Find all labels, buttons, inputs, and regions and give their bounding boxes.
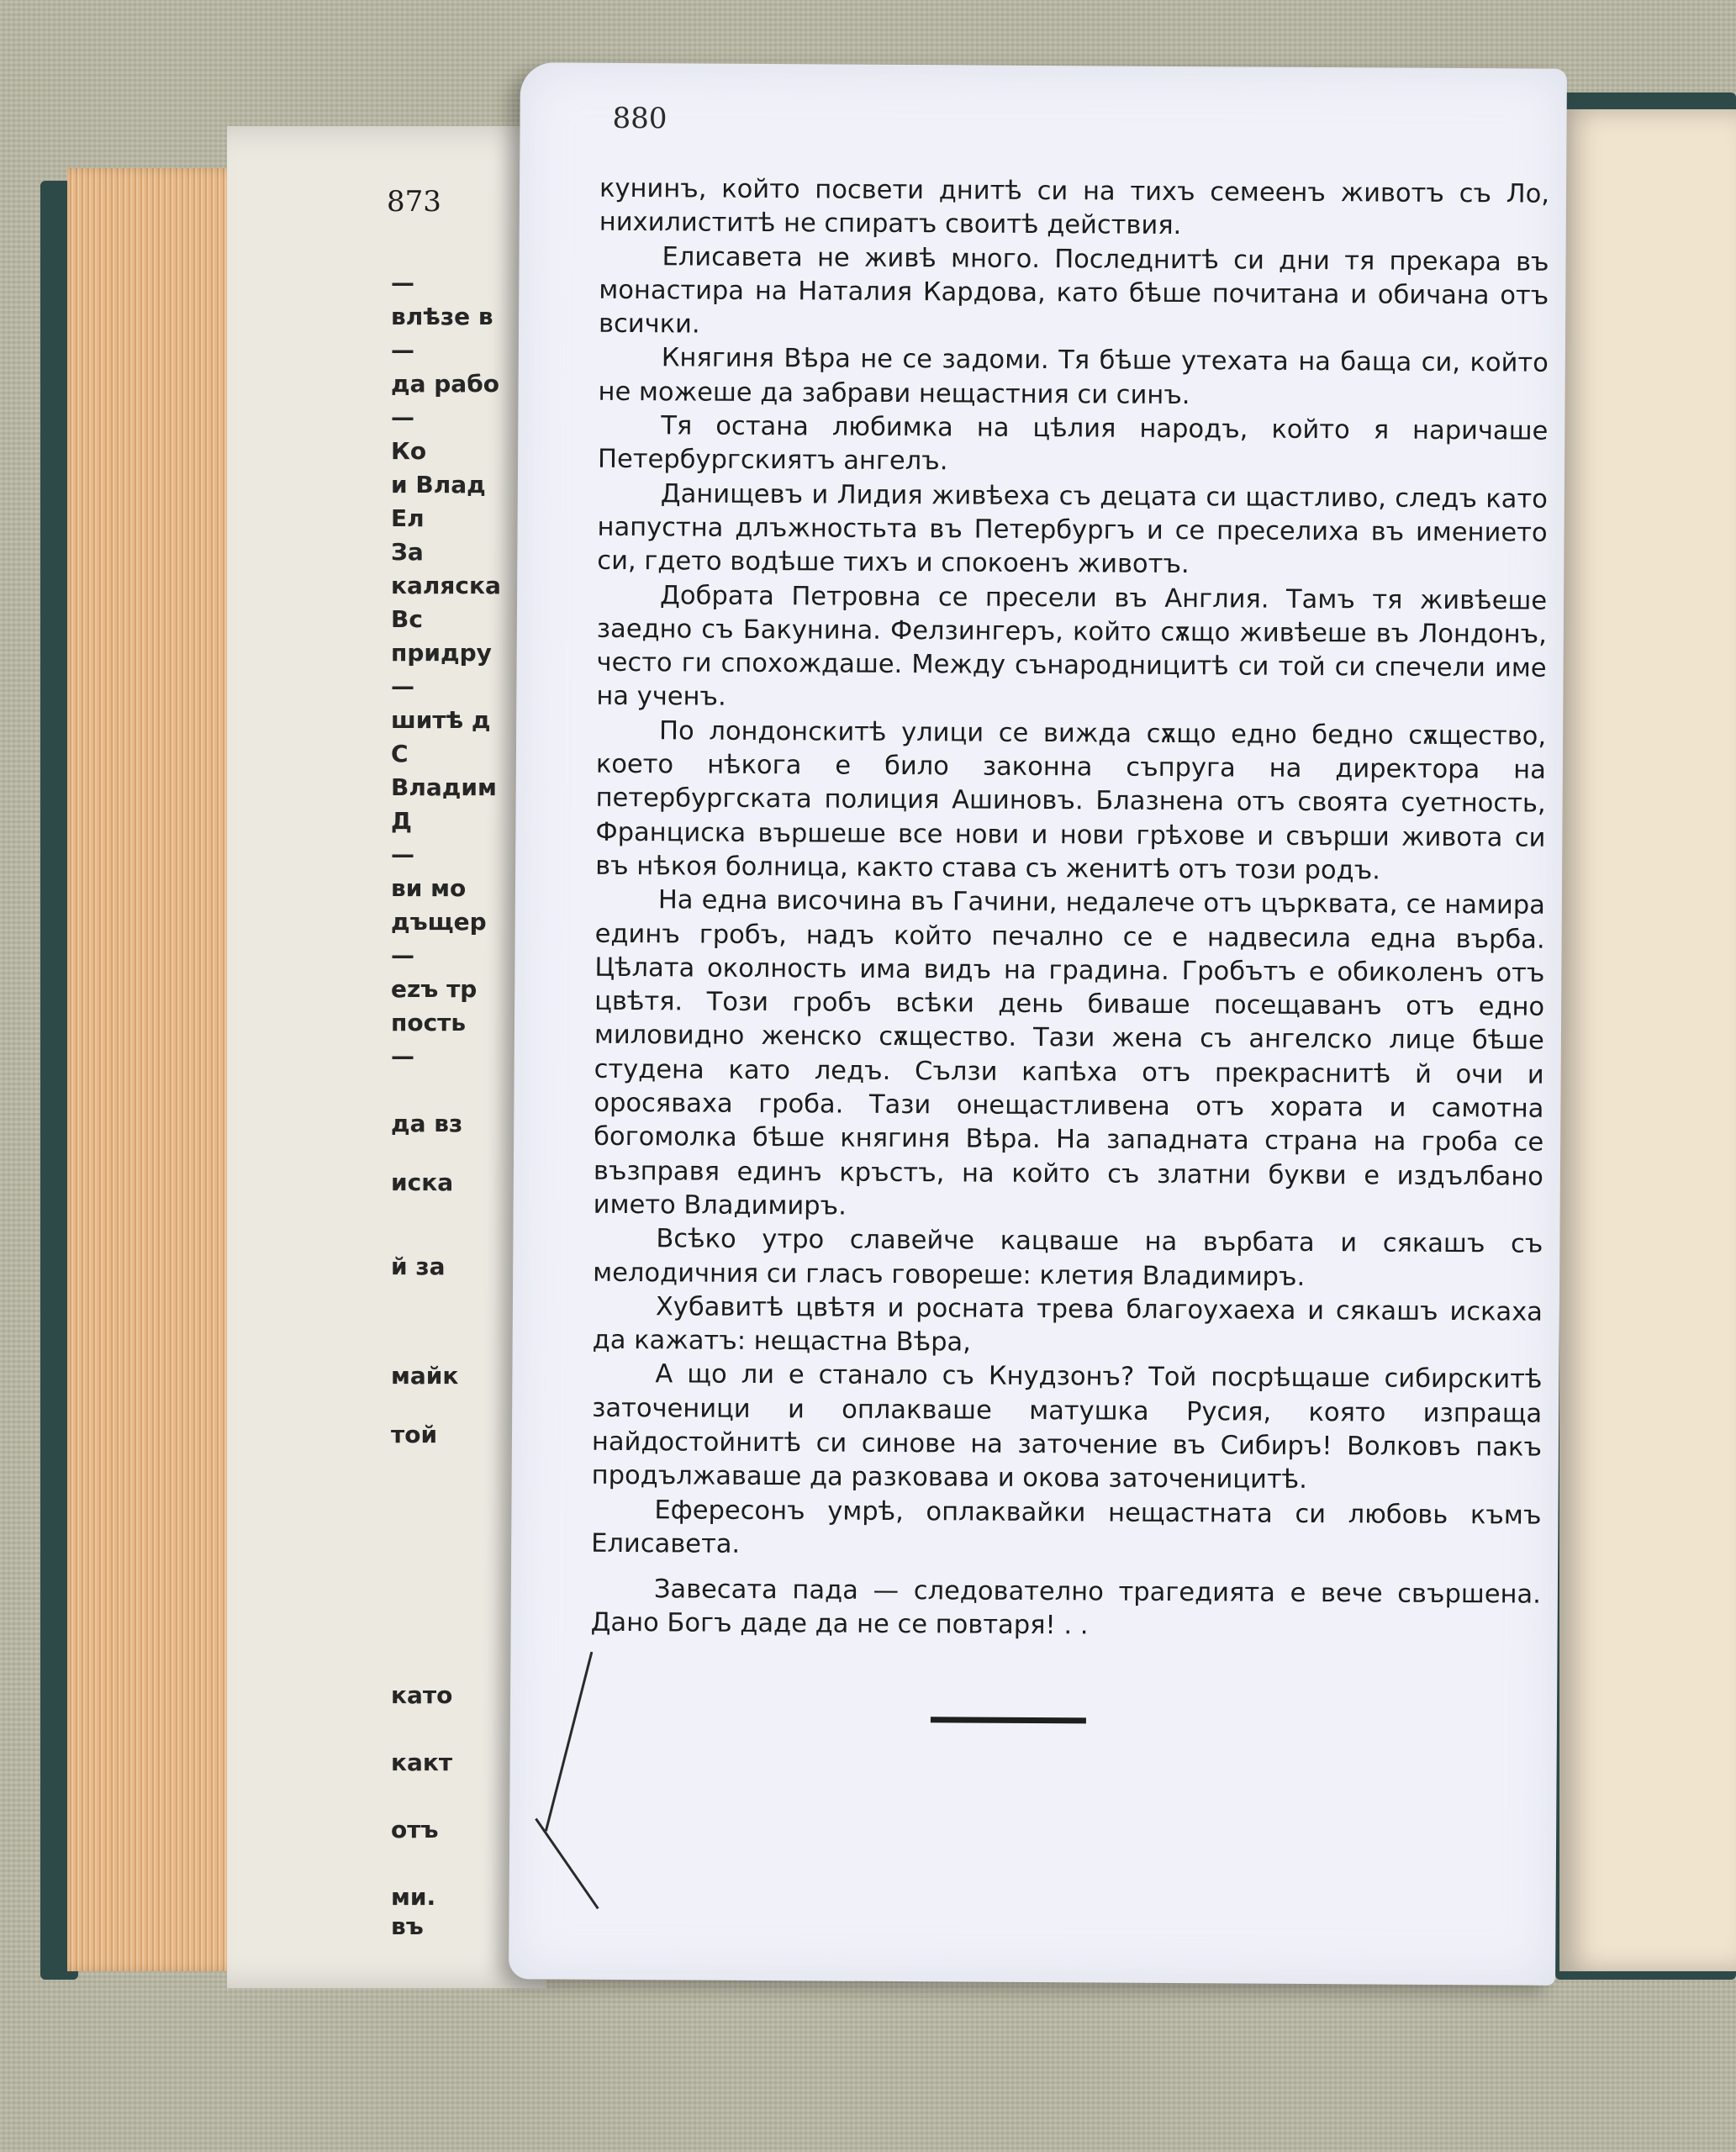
left-page-fragment: шитѣ д	[391, 706, 491, 734]
left-page-fragment: отъ	[391, 1816, 439, 1843]
left-page-fragment: Д	[391, 807, 412, 835]
right-book-page	[1559, 109, 1736, 1971]
left-page-fragment: какт	[391, 1748, 453, 1776]
ink-stroke	[535, 1818, 599, 1910]
page-edges	[67, 168, 244, 1971]
closing-paragraph: Завесата пада — следователно трагедията е вече свършена. Дано Богъ даде да не се повтаря! . .	[590, 1574, 1541, 1641]
end-rule	[931, 1717, 1086, 1723]
left-page-fragment: да вз	[391, 1110, 463, 1137]
page-number: 880	[612, 101, 667, 136]
left-page-fragment: —	[391, 672, 414, 700]
paragraph: Всѣко утро славейче кацваше на върбата и сякашъ съ мелодичния си гласъ говореше: клетия Владимиръ.	[593, 1224, 1543, 1292]
left-page-fragment: влѣзе в	[391, 303, 493, 330]
ink-stroke	[545, 1652, 593, 1832]
left-page-fragment: —	[391, 269, 414, 297]
paragraph: Хубавитѣ цвѣтя и росната трева благоухаеха и сякашъ искаха да кажатъ: нещастна Вѣра,	[592, 1292, 1543, 1358]
left-page-fragment: пость	[391, 1009, 467, 1036]
left-page-number: 873	[387, 185, 441, 219]
left-page-fragment: Ко	[391, 437, 427, 465]
left-page-fragment: й за	[391, 1253, 446, 1280]
left-page-fragment: каляска	[391, 572, 501, 599]
left-page-fragment: Ел	[391, 504, 425, 532]
left-page-fragment: Владим	[391, 773, 497, 801]
left-page-fragment: да рабо	[391, 370, 499, 398]
left-page-fragment: придру	[391, 639, 492, 667]
paragraph: На една височина въ Гачини, недалече отъ църквата, се намира единъ гробъ, надъ който печално се е надвесила една върба. Цѣлата околность има видъ на градина. Гробътъ е обиколенъ отъ цвѣтя. Този гробъ всѣки день биваше посещаванъ отъ едно миловидно женско сѫщество. Тази жена съ ангелско лице бѣше студена като ледъ. Сълзи капѣха отъ прекраснитѣ й очи и оросяваха гроба. Тази онещастливена отъ хората и самотна богомолка бѣше княгиня Вѣра. На западната страна на гроба се възправя единъ кръстъ, на който съ златни букви е издълбано името Владимиръ.	[593, 885, 1545, 1221]
left-page-fragment: дъщер	[391, 908, 487, 936]
left-page-fragment: —	[391, 336, 414, 364]
paragraph: Елисавета не живѣ много. Последнитѣ си дни тя прекара въ монастира на Наталия Кардова, като бѣше почитана и обичана отъ всички.	[598, 241, 1549, 340]
left-page-fragment: майк	[391, 1362, 459, 1390]
paragraph: Ефересонъ умрѣ, оплаквайки нещастната си любовь къмъ Елисавета.	[591, 1495, 1542, 1559]
paragraph: Княгиня Вѣра не се задоми. Тя бѣше утехата на баща си, който не можеше да забрави нещастния си синъ.	[598, 343, 1549, 410]
left-page-fragment: За	[391, 538, 424, 566]
left-page-fragment: С	[391, 740, 409, 767]
left-page-fragment: —	[391, 841, 414, 868]
paragraph: кунинъ, който посвети днитѣ си на тихъ семеенъ животъ съ Ло, нихилиститѣ не спиратъ своитѣ действия.	[599, 173, 1550, 241]
left-book-page	[227, 126, 546, 1988]
left-page-fragment: и Влад	[391, 471, 486, 498]
left-page-fragment: ми.	[391, 1883, 436, 1911]
left-page-fragment: Вс	[391, 605, 423, 633]
page-body-text	[591, 172, 1550, 1647]
paragraph: Тя остана любимка на цѣлия народъ, който я наричаше Петербургскиятъ ангелъ.	[597, 411, 1549, 477]
left-page-fragment: ezъ тр	[391, 975, 478, 1003]
left-page-fragment: —	[391, 1042, 414, 1070]
paragraph: Данищевъ и Лидия живѣеха съ децата си щастливо, следъ като напустна длъжностьта въ Петербургъ и се преселиха въ имението си, гдето водѣше тихъ и спокоенъ животъ.	[597, 478, 1548, 580]
paragraph: А що ли е станало съ Кнудзонъ? Той посрѣщаше сибирскитѣ заточеници и оплакваше матушка Русия, която изпраща найдостойнитѣ си синове на заточение въ Сибиръ! Волковъ пакъ продължаваше да разковава и окова заточеницитѣ.	[591, 1359, 1543, 1495]
left-page-fragment: въ	[391, 1912, 424, 1940]
left-page-fragment: той	[391, 1421, 438, 1448]
left-page-fragment: —	[391, 404, 414, 431]
left-page-fragment: като	[391, 1681, 453, 1709]
paragraph: По лондонскитѣ улици се вижда сѫщо едно бедно сѫщество, което нѣкога е било законна съпруга на директора на петербургската полиция Ашиновъ. Блазнена отъ своята суетность, Франциска вършеше все нови и нови грѣхове и свърши живота си въ нѣкоя болница, както става съ женитѣ отъ този родъ.	[595, 715, 1547, 886]
left-page-fragment: иска	[391, 1168, 454, 1196]
inserted-page-880	[509, 62, 1567, 1986]
paragraph: Добрата Петровна се пресели въ Англия. Тамъ тя живѣеше заедно съ Бакунина. Фелзингеръ, който сѫщо живѣеше въ Лондонъ, често ги спохождаше. Между сънародницитѣ си той си спечели име на ученъ.	[596, 580, 1548, 713]
left-page-fragment: ви мо	[391, 874, 467, 902]
left-page-fragment: —	[391, 942, 414, 969]
